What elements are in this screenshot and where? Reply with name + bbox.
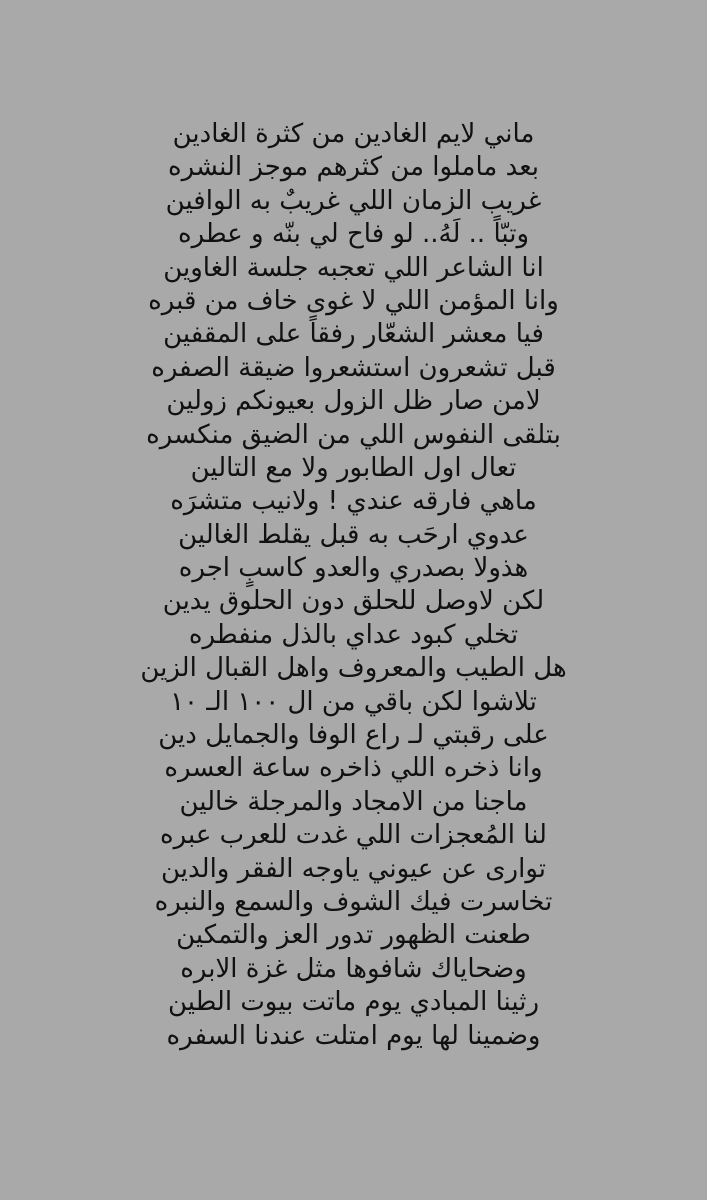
poem-text [60,118,647,1053]
poem-line: بعد ماملوا من كثرهم موجز النشره [167,152,540,183]
poem-line: تلاشوا لكن باقي من ال ١٠٠ الـ ١٠ [170,686,537,717]
poem-line: ماني لايم الغادين من كثرة الغادين [172,119,535,149]
poem-line: ماهي فارقه عندي ! ولانيب متشرَه [170,486,537,517]
poem-line: وتبّاً .. لَهُ.. لو فاح لي بنّه و عطره [177,219,530,250]
poem-line: انا الشاعر اللي تعجبه جلسة الغاوين [163,252,544,283]
poem-line: على رقبتي لـ راع الوفا والجمايل دين [158,720,549,751]
poem-line: توارى عن عيوني ياوجه الفقر والدين [160,853,547,884]
poem-line: طعنت الظهور تدور العز والتمكين [176,920,531,951]
poem-line: قبل تشعرون استشعروا ضيقة الصفره [151,352,556,383]
poem-line: هذولا بصدري والعدو كاسبٍ اجره [178,553,529,584]
poem-line: تخلي كبود عداي بالذل منفطره [188,619,519,650]
poem-line: وضمينا لها يوم امتلت عندنا السفره [166,1020,541,1051]
poem-line: وانا المؤمن اللي لا غوى خاف من قبره [148,285,559,316]
poem-line: لامن صار ظل الزول بعيونكم زولين [166,386,541,417]
poem-line: فيا معشر الشعّار رفقاً على المقفين [163,319,544,350]
poem-line: ماجنا من الامجاد والمرجلة خالين [179,786,528,817]
poem-line: رثينا المبادي يوم ماتت بيوت الطين [167,987,540,1018]
poem-line: عدوي ارحَب به قبل يقلط الغالين [178,519,529,550]
poem-line: بتلقى النفوس اللي من الضيق منكسره [146,419,561,450]
poem-line: غريب الزمان اللي غريبٌ به الوافين [165,185,542,216]
poem-line: وضحاياك شافوها مثل غزة الابره [180,953,527,984]
poem-line: تعال اول الطابور ولا مع التالين [190,452,517,483]
poem-line: لنا المُعجزات اللي غدت للعرب عبره [160,820,547,851]
poem-line: لكن لاوصل للحلق دون الحلوق يدين [162,586,545,617]
poem-line: تخاسرت فيك الشوف والسمع والنبره [154,886,553,917]
poem-line: وانا ذخره اللي ذاخره ساعة العسره [164,753,543,784]
poem-line: هل الطيب والمعروف واهل القبال الزين [140,653,567,684]
